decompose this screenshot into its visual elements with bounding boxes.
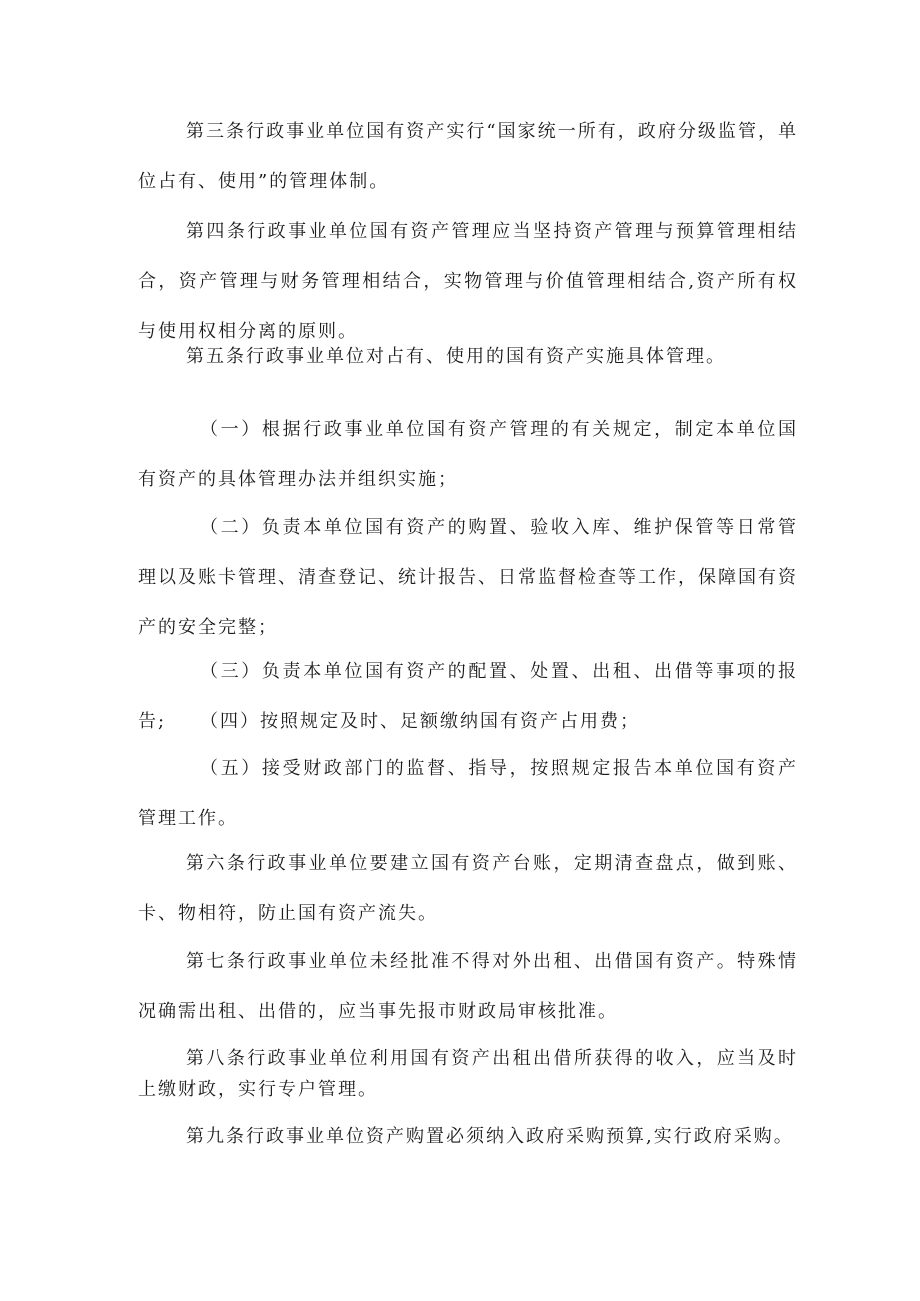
article-5-item-2: （二）负责本单位国有资产的购置、验收入库、维护保管等日常管理以及账卡管理、清查登记、统计报告、日常监督检查等工作，保障国有资产的安全完整； (138, 517, 798, 638)
article-9-paragraph: 第九条行政事业单位资产购置必须纳入政府采购预算,实行政府采购。 (186, 1126, 794, 1147)
article-6-paragraph: 第六条行政事业单位要建立国有资产台账，定期清查盘点，做到账、卡、物相符，防止国有资产流失。 (138, 853, 798, 924)
article-8-paragraph: 第八条行政事业单位利用国有资产出租出借所获得的收入，应当及时上缴财政，实行专户管理。 (138, 1048, 798, 1100)
article-3-paragraph: 第三条行政事业单位国有资产实行“国家统一所有，政府分级监管，单位占有、使用”的管理体制。 (138, 121, 798, 192)
article-5-item-1: （一）根据行政事业单位国有资产管理的有关规定，制定本单位国有资产的具体管理办法并组织实施； (138, 419, 798, 490)
article-5-item-3: （三）负责本单位国有资产的配置、处置、出租、出借等事项的报告; (138, 661, 798, 732)
article-4-paragraph: 第四条行政事业单位国有资产管理应当坚持资产管理与预算管理相结合，资产管理与财务管理相结合，实物管理与价值管理相结合,资产所有权与使用权相分离的原则。 (138, 221, 798, 342)
article-5-paragraph: 第五条行政事业单位对占有、使用的国有资产实施具体管理。 (186, 346, 726, 367)
article-5-item-5: （五）接受财政部门的监督、指导，按照规定报告本单位国有资产管理工作。 (138, 758, 798, 829)
article-5-item-4: （四）按照规定及时、足额缴纳国有资产占用费； (200, 711, 640, 732)
article-7-paragraph: 第七条行政事业单位未经批准不得对外出租、出借国有资产。特殊情况确需出租、出借的，应当事先报市财政局审核批准。 (138, 951, 798, 1022)
